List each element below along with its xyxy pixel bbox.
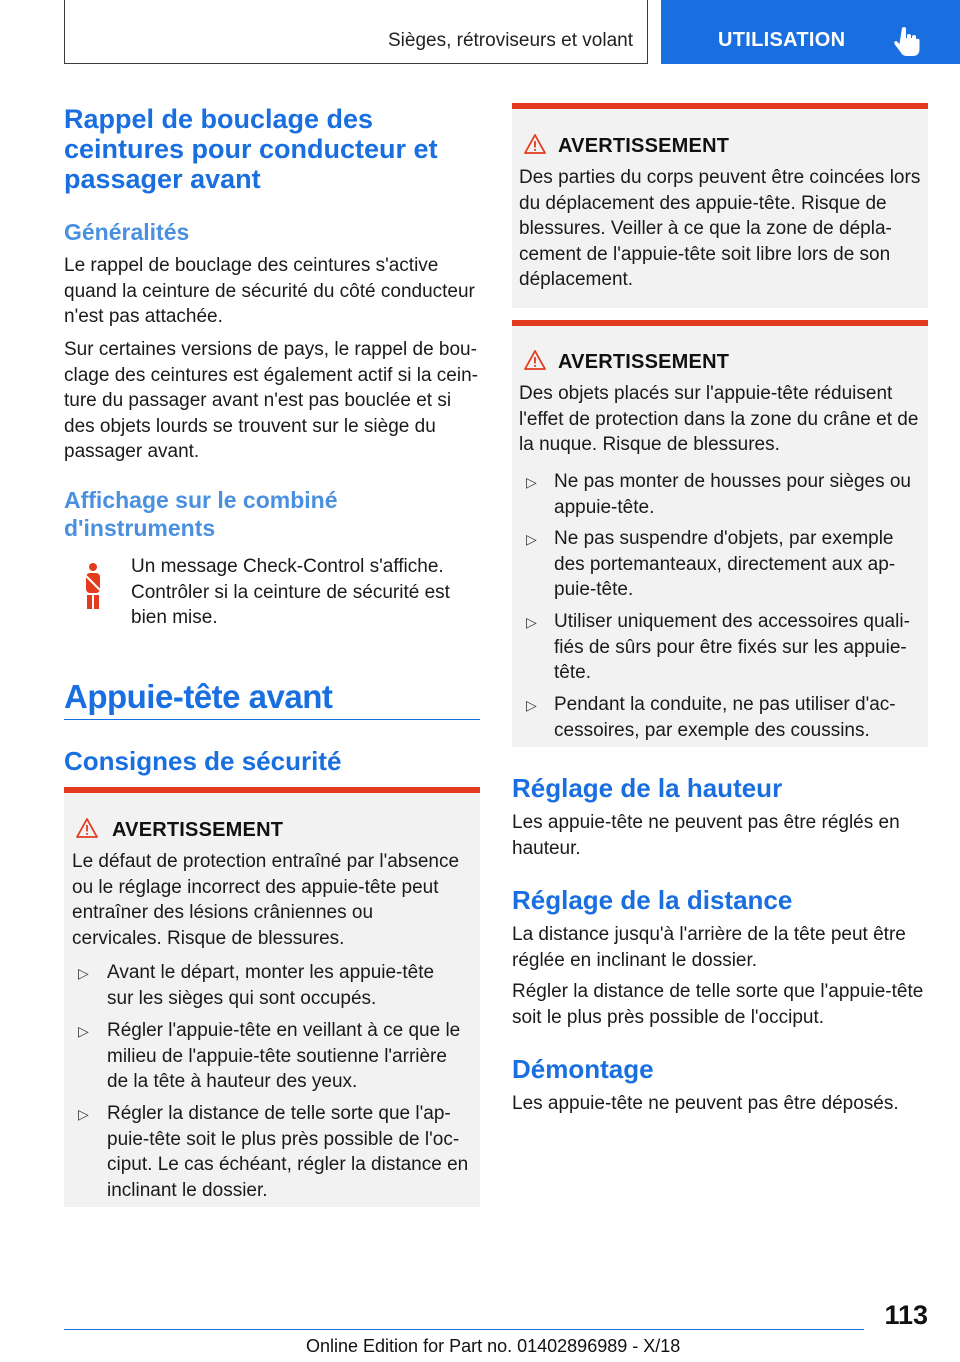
bullet-icon: ▷ [526, 614, 537, 630]
footer-edition: Online Edition for Part no. 01402896989 - X/18 [306, 1336, 681, 1356]
distance-text-2: Régler la distance de telle sorte que l'appuie-tête soit le plus près possible de l'occiput. [512, 981, 924, 1028]
seatbelt-warning-icon [80, 562, 106, 612]
warning-item: Régler l'appuie-tête en veillant à ce que le milieu de l'appuie-tête soutienne l'arrière de la tête à hauteur des yeux. [107, 1020, 461, 1092]
pointing-hand-icon [894, 26, 920, 56]
warning-title: AVERTISSEMENT [112, 819, 284, 841]
chapter-tab-label: UTILISATION [718, 29, 846, 51]
warning-item: Pendant la conduite, ne pas utiliser d'accessoires, par exemple des coussins. [554, 694, 896, 741]
chapter-divider [64, 719, 480, 720]
warning-title: AVERTISSEMENT [558, 351, 730, 373]
warning-title: AVERTISSEMENT [558, 135, 730, 157]
general-paragraph-1: Le rappel de bouclage des ceintures s'active quand la ceinture de sécurité du côté conducteur n'est pas attachée. [64, 255, 475, 327]
bullet-icon: ▷ [78, 1023, 89, 1039]
bullet-icon: ▷ [78, 1106, 89, 1122]
warning-text: Des parties du corps peuvent être coincées lors du déplacement des appuie-tête. Risque de blessures. Veiller à ce que la zone de déplacement de l'appuie-tête soit libre lors de son déplacement. [519, 167, 921, 290]
display-heading: Affichage sur le combiné d'instruments [64, 487, 338, 541]
bullet-icon: ▷ [526, 697, 537, 713]
bullet-icon: ▷ [78, 965, 89, 981]
general-heading: Généralités [64, 219, 190, 245]
general-paragraph-2: Sur certaines versions de pays, le rappel de bouclage des ceintures est également actif si la ceinture du passager avant n'est pas bouclée et si des objets lourds se trouvent sur le siège du passager avant. [64, 339, 478, 462]
removal-text: Les appuie-tête ne peuvent pas être déposés. [512, 1093, 899, 1114]
belt-reminder-heading: Rappel de bouclage des ceintures pour conducteur et passager avant [64, 104, 438, 194]
warning-triangle-icon [524, 350, 546, 370]
warning-text: Des objets placés sur l'appuie-tête réduisent l'effet de protection dans la zone du crâne et de la nuque. Risque de blessures. [519, 383, 919, 455]
height-heading: Réglage de la hauteur [512, 773, 783, 803]
bullet-icon: ▷ [526, 531, 537, 547]
warning-box-objects [512, 320, 928, 747]
warning-box-pinch [512, 103, 928, 308]
warning-item: Régler la distance de telle sorte que l'appuie-tête soit le plus près possible de l'occiput. Le cas échéant, régler la distance en inclinant le dossier. [107, 1103, 469, 1201]
section-title: Sièges, rétroviseurs et volant [387, 30, 633, 51]
warning-item: Utiliser uniquement des accessoires qualifiés de sûrs pour être fixés sur les appuie-tête. [554, 611, 910, 683]
section-header [64, 0, 648, 64]
removal-heading: Démontage [512, 1054, 654, 1084]
distance-heading: Réglage de la distance [512, 885, 793, 915]
chapter-tab[interactable] [661, 0, 960, 64]
warning-item: Ne pas monter de housses pour sièges ou appuie-tête. [554, 471, 911, 518]
distance-text-1: La distance jusqu'à l'arrière de la tête peut être réglée en inclinant le dossier. [512, 924, 906, 971]
warning-text: Le défaut de protection entraîné par l'absence ou le réglage incorrect des appuie-tête peut entraîner des lésions crâniennes ou cervicales. Risque de blessures. [72, 851, 460, 949]
warning-triangle-icon [524, 134, 546, 154]
warning-item: Ne pas suspendre d'objets, par exemple des portemanteaux, directement aux appuie-tête. [554, 528, 896, 600]
warning-triangle-icon [76, 818, 98, 838]
display-text: Un message Check-Control s'affiche. Contrôler si la ceinture de sécurité est bien mise. [131, 556, 450, 628]
chapter-title: Appuie-tête avant [64, 678, 333, 715]
safety-heading: Consignes de sécurité [64, 746, 342, 776]
page-number: 113 [884, 1300, 928, 1330]
warning-item: Avant le départ, monter les appuie-tête sur les sièges qui sont occupés. [107, 962, 435, 1009]
height-text: Les appuie-tête ne peuvent pas être réglés en hauteur. [512, 812, 900, 859]
footer-divider [64, 1329, 864, 1330]
bullet-icon: ▷ [526, 474, 537, 490]
warning-box-headrest [64, 787, 480, 1207]
